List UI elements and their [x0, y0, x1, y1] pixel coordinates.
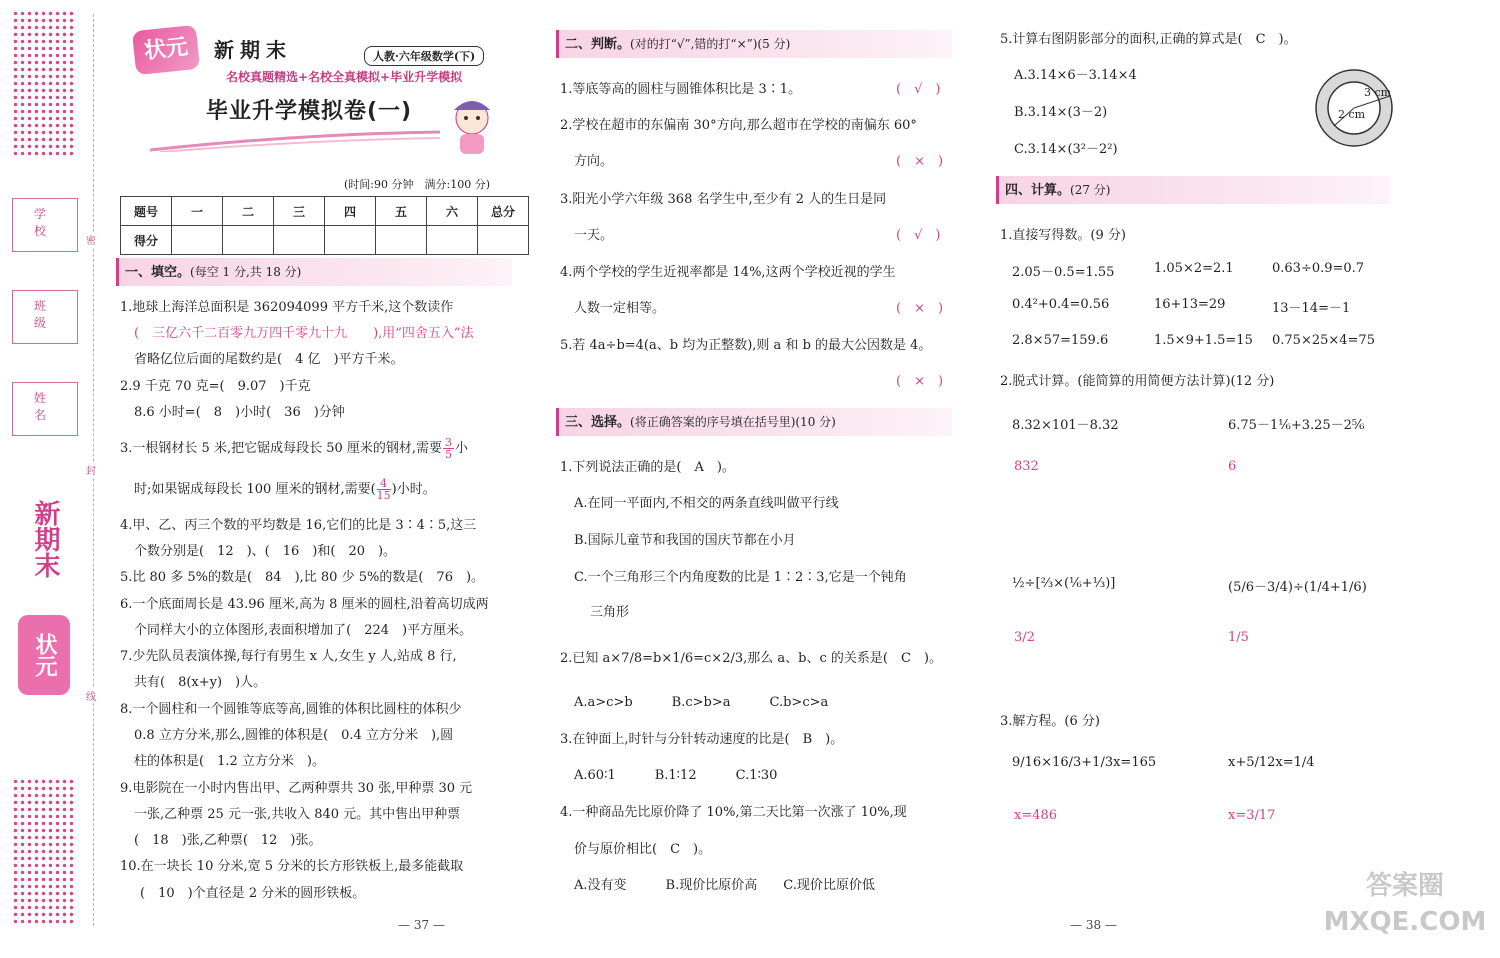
calc-answer: 832 [1014, 459, 1039, 474]
question-line: 3.解方程。(6 分) [1000, 714, 1100, 729]
question-line: 6.一个底面周长是 43.96 厘米,高为 8 厘米的圆柱,沿着高切成两 [120, 597, 489, 612]
question-line: 5.若 4a÷b=4(a、b 均为正整数),则 a 和 b 的最大公因数是 4。 [560, 338, 932, 353]
score-header: 六 [427, 197, 478, 226]
section-choice [556, 408, 952, 436]
section-note: (将正确答案的序号填在括号里)(10 分) [630, 415, 836, 429]
calc-expression: 8.32×101－8.32 [1012, 418, 1119, 433]
score-cell[interactable] [223, 226, 274, 255]
question-line: 1.等底等高的圆柱与圆锥体积比是 3∶1。 [560, 82, 802, 97]
question-line: 方向。 [574, 154, 614, 169]
decorative-dots-bottom [12, 778, 76, 926]
school-field[interactable] [12, 198, 78, 252]
vertical-logo: 状元 [18, 615, 70, 695]
grade-tag: 人教·六年级数学(下) [364, 46, 484, 66]
calc-answer: 3/2 [1014, 630, 1035, 645]
score-table [120, 196, 529, 255]
oral-calc: 0.4²+0.4=0.56 [1012, 297, 1110, 312]
score-row-label: 得分 [121, 226, 172, 255]
oral-calc: 1.5×9+1.5=15 [1154, 333, 1253, 348]
question-text: )小时。 [391, 482, 436, 497]
equation: 9/16×16/3+1/3x=165 [1012, 755, 1157, 770]
oral-calc: 0.63÷0.9=0.7 [1272, 261, 1365, 276]
question-line: 个数分别是( 12 )、( 16 )和( 20 )。 [134, 544, 397, 559]
fraction: $\frac{3}{5}$ [445, 436, 453, 461]
score-cell[interactable] [478, 226, 529, 255]
seal-label: 封 [86, 462, 96, 477]
calc-expression: ½÷[⅔×(⅙+⅓)] [1012, 576, 1116, 591]
oral-calc: 16+13=29 [1154, 297, 1226, 312]
question-line: 10.在一块长 10 分米,宽 5 分米的长方形铁板上,最多能截取 [120, 859, 464, 874]
decorative-dots-top [12, 10, 76, 158]
brand-name: 新期末 [214, 38, 292, 62]
question-line: ( 18 )张,乙种票( 12 )张。 [134, 833, 322, 848]
calc-answer: 6 [1228, 459, 1237, 474]
question-line: 3.在钟面上,时针与分针转动速度的比是( B )。 [560, 732, 844, 747]
option-line: A.在同一平面内,不相交的两条直线叫做平行线 [574, 496, 839, 511]
section-title: 三、选择。 [565, 415, 631, 430]
question-line: 3.阳光小学六年级 368 名学生中,至少有 2 人的生日是同 [560, 192, 887, 207]
question-line: 4.两个学校的学生近视率都是 14%,这两个学校近视的学生 [560, 265, 896, 280]
question-line: 2.脱式计算。(能简算的用简便方法计算)(12 分) [1000, 374, 1275, 389]
judge-answer: ( × ) [896, 154, 944, 169]
question-line: 8.一个圆柱和一个圆锥等底等高,圆锥的体积比圆柱的体积少 [120, 702, 462, 717]
name-field[interactable] [12, 382, 78, 436]
class-field[interactable] [12, 290, 78, 344]
option-line: A.a>c>b B.c>b>a C.b>c>a [574, 695, 829, 710]
score-cell[interactable] [274, 226, 325, 255]
equation-answer: x=486 [1014, 808, 1058, 823]
seal-label: 密 [86, 232, 96, 247]
score-cell[interactable] [325, 226, 376, 255]
judge-answer: ( √ ) [896, 228, 941, 243]
figure-label: 2 cm [1338, 108, 1366, 121]
question-line: 省略亿位后面的尾数约是( 4 亿 )平方千米。 [134, 352, 404, 367]
option-line: 三角形 [590, 605, 630, 620]
question-line: 2.学校在超市的东偏南 30°方向,那么超市在学校的南偏东 60° [560, 118, 917, 133]
question-line: 人数一定相等。 [574, 301, 666, 316]
question-line: 一天。 [574, 228, 614, 243]
section-title: 二、判断。 [565, 37, 631, 52]
fraction: $\frac{4}{15}$ [376, 477, 391, 502]
time-info: (时间:90 分钟 满分:100 分) [344, 178, 490, 191]
score-header: 四 [325, 197, 376, 226]
score-cell[interactable] [376, 226, 427, 255]
question-line: 个同样大小的立体图形,表面积增加了( 224 )平方厘米。 [134, 623, 473, 638]
question-line: 4.一种商品先比原价降了 10%,第二天比第一次涨了 10%,现 [560, 805, 907, 820]
question-line: 9.电影院在一小时内售出甲、乙两种票共 30 张,甲种票 30 元 [120, 781, 473, 796]
question-line: 2.已知 a×7/8=b×1/6=c×2/3,那么 a、b、c 的关系是( C )。 [560, 651, 942, 666]
equation-answer: x=3/17 [1228, 808, 1276, 823]
question-line: 8.6 小时=( 8 )小时( 36 )分钟 [134, 405, 345, 420]
figure-label: 3 cm [1364, 86, 1392, 99]
page-number: — 38 — [1070, 918, 1117, 932]
subtitle: 名校真题精选+名校全真模拟+毕业升学模拟 [226, 70, 463, 84]
option-line: C.3.14×(3²－2²) [1014, 142, 1118, 157]
section-calculation [996, 176, 1390, 204]
oral-calc: 0.75×25×4=75 [1272, 333, 1375, 348]
question-line: ( 10 )个直径是 2 分米的圆形铁板。 [140, 886, 366, 901]
question-line: 1.直接写得数。(9 分) [1000, 228, 1126, 243]
question-line: 5.计算右图阴影部分的面积,正确的算式是( C )。 [1000, 32, 1297, 47]
page-title: 毕业升学模拟卷(一) [206, 99, 413, 124]
name-label: 姓 名 [33, 391, 60, 422]
question-text: 时;如果锯成每段长 100 厘米的钢材,需要( [134, 482, 376, 497]
school-label: 学 校 [33, 207, 60, 238]
question-line: 价与原价相比( C )。 [574, 842, 712, 857]
title-swoosh [150, 130, 440, 152]
question-line: 一张,乙种票 25 元一张,共收入 840 元。其中售出甲种票 [134, 807, 461, 822]
question-line: 共有( 8(x+y) )人。 [134, 675, 267, 690]
equation: x+5/12x=1/4 [1228, 755, 1315, 770]
question-text: 小 [455, 441, 469, 456]
option-line: A.3.14×6－3.14×4 [1014, 68, 1137, 83]
section-note: (27 分) [1070, 183, 1111, 197]
answer-line: ( 三亿六千二百零九万四千零九十九 ),用“四舍五入”法 [134, 326, 474, 341]
question-line: 4.甲、乙、丙三个数的平均数是 16,它们的比是 3∶4∶5,这三 [120, 518, 477, 533]
option-line: B.3.14×(3－2) [1014, 105, 1108, 120]
score-header: 题号 [121, 197, 172, 226]
section-title: 四、计算。 [1005, 183, 1071, 198]
question-line: 柱的体积是( 1.2 立方分米 )。 [134, 754, 325, 769]
calc-answer: 1/5 [1228, 630, 1249, 645]
section-note: (对的打“√”,错的打“×”)(5 分) [630, 37, 791, 51]
judge-answer: ( × ) [896, 374, 944, 389]
judge-answer: ( × ) [896, 301, 944, 316]
option-line: C.一个三角形三个内角度数的比是 1∶2∶3,它是一个钝角 [574, 570, 907, 585]
question-line: 7.少先队员表演体操,每行有男生 x 人,女生 y 人,站成 8 行, [120, 649, 457, 664]
brand-logo: 状元 [132, 25, 200, 75]
section-note: (每空 1 分,共 18 分) [190, 265, 302, 279]
score-cell[interactable] [427, 226, 478, 255]
score-header: 一 [172, 197, 223, 226]
option-line: A.60∶1 B.1∶12 C.1∶30 [574, 768, 778, 783]
question-text: 3.一根钢材长 5 米,把它锯成每段长 50 厘米的钢材,需要 [120, 441, 443, 456]
score-header: 三 [274, 197, 325, 226]
seal-label: 线 [86, 688, 96, 703]
section-title: 一、填空。 [125, 265, 191, 280]
question-line: 5.比 80 多 5%的数是( 84 ),比 80 少 5%的数是( 76 )。 [120, 570, 485, 585]
page-number: — 37 — [398, 918, 445, 932]
question-line: 1.地球上海洋总面积是 362094099 平方千米,这个数读作 [120, 300, 454, 315]
section-true-false [556, 30, 952, 58]
question-line [120, 437, 468, 460]
question-line: 1.下列说法正确的是( A )。 [560, 460, 735, 475]
oral-calc: 2.8×57=159.6 [1012, 333, 1109, 348]
section-fill-blank [116, 258, 512, 286]
question-line: 2.9 千克 70 克=( 9.07 )千克 [120, 379, 311, 394]
calc-expression: 6.75－1⅙+3.25－2⅚ [1228, 418, 1365, 433]
score-cell[interactable] [172, 226, 223, 255]
vertical-brand: 新期末 [30, 500, 60, 578]
score-header: 二 [223, 197, 274, 226]
score-header: 总分 [478, 197, 529, 226]
question-line: 0.8 立方分米,那么,圆锥的体积是( 0.4 立方分米 ),圆 [134, 728, 454, 743]
score-header: 五 [376, 197, 427, 226]
class-label: 班 级 [33, 299, 60, 330]
watermark: 答案圈 MXQE.COM [1323, 871, 1487, 937]
option-line: B.国际儿童节和我国的国庆节都在小月 [574, 533, 796, 548]
calc-expression: (5/6－3/4)÷(1/4+1/6) [1228, 580, 1367, 595]
judge-answer: ( √ ) [896, 82, 941, 97]
oral-calc: 13－14=－1 [1272, 301, 1351, 316]
oral-calc: 1.05×2=2.1 [1154, 261, 1234, 276]
cartoon-mascot-icon [440, 92, 504, 158]
option-line: A.没有变 B.现价比原价高 C.现价比原价低 [574, 878, 875, 893]
oral-calc: 2.05－0.5=1.55 [1012, 265, 1115, 280]
question-line [134, 478, 436, 501]
